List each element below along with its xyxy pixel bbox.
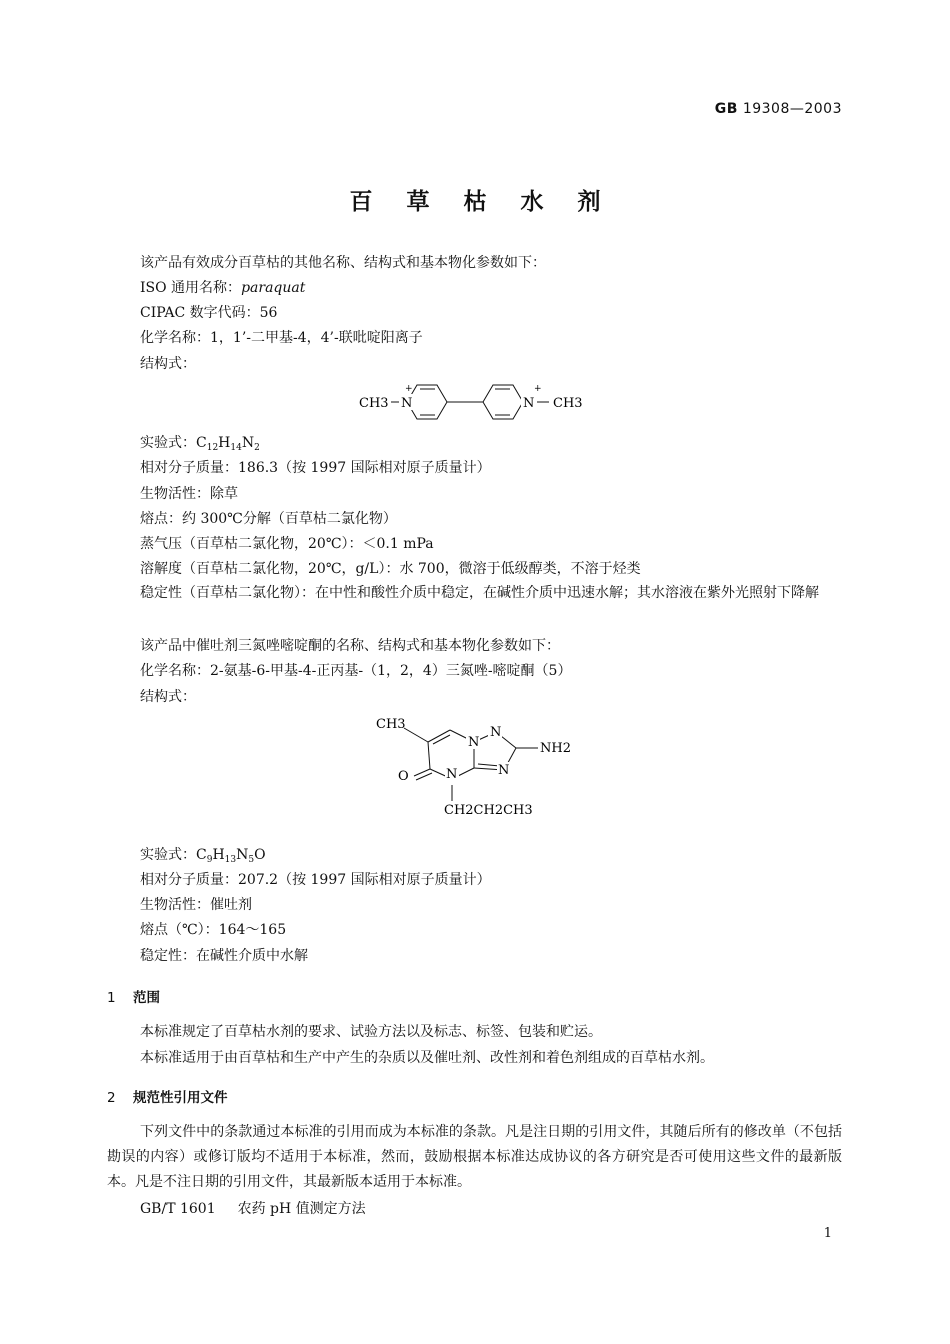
paraquat-chem-name: 化学名称：1，1’-二甲基-4，4’-联吡啶阳离子 bbox=[140, 330, 423, 346]
standard-prefix: GB bbox=[714, 101, 738, 117]
section-2-number: 2 bbox=[107, 1090, 116, 1106]
paraquat-melting-point: 熔点：约 300℃分解（百草枯二氯化物） bbox=[140, 511, 397, 527]
iso-label: ISO 通用名称： bbox=[140, 280, 242, 296]
oxo-group: O bbox=[398, 769, 409, 784]
emetic-structure-label: 结构式： bbox=[140, 689, 196, 705]
section-2-paragraph: 下列文件中的条款通过本标准的引用而成为本标准的条款。凡是注日期的引用文件，其随后所有的修改单（不包括勘误的内容）或修订版均不适用于本标准，然而，鼓励根据本标准达成协议的各方研究是否可使用这些文件的最新版本。凡是不注日期的引用文件，其最新版本适用于本标准。 bbox=[107, 1124, 842, 1190]
emetic-bioactivity: 生物活性：催吐剂 bbox=[140, 897, 252, 913]
formula-c-count: 9 bbox=[206, 855, 213, 865]
section-1-paragraph-2: 本标准适用于由百草枯和生产中产生的杂质以及催吐剂、改性剂和着色剂组成的百草枯水剂。 bbox=[140, 1050, 714, 1066]
reference-item bbox=[140, 1199, 366, 1219]
standard-code: 19308—2003 bbox=[742, 101, 842, 117]
right-methyl: CH3 bbox=[553, 396, 583, 411]
left-methyl bbox=[359, 396, 389, 411]
ring-nitrogen-2: N bbox=[490, 725, 502, 740]
reference-title: 农药 pH 值测定方法 bbox=[237, 1201, 366, 1217]
paraquat-solubility: 溶解度（百草枯二氯化物，20℃，g/L）：水 700，微溶于低级醇类，不溶于烃类 bbox=[140, 561, 641, 577]
ring-nitrogen-3: N bbox=[498, 763, 510, 778]
section-1-heading bbox=[107, 986, 160, 1006]
formula-h-count: 13 bbox=[224, 855, 237, 865]
formula-label: 实验式： bbox=[140, 435, 196, 451]
emetic-intro: 该产品中催吐剂三氮唑嘧啶酮的名称、结构式和基本物化参数如下： bbox=[140, 638, 560, 654]
formula-c: C bbox=[196, 435, 207, 451]
formula-label: 实验式： bbox=[140, 847, 196, 863]
paraquat-formula bbox=[140, 433, 260, 458]
formula-c-count: 12 bbox=[206, 443, 219, 453]
paraquat-stability: 稳定性（百草枯二氯化物）：在中性和酸性介质中稳定，在碱性介质中迅速水解；其水溶液在紫外光照射下降解 bbox=[140, 585, 819, 601]
formula-n: N bbox=[241, 435, 255, 451]
cipac-code: CIPAC 数字代码：56 bbox=[140, 305, 278, 321]
formula-o: O bbox=[254, 847, 266, 863]
iso-value: paraquat bbox=[241, 280, 306, 296]
formula-c: C bbox=[196, 847, 207, 863]
formula-h: H bbox=[212, 847, 225, 863]
formula-n-count: 5 bbox=[248, 855, 255, 865]
emetic-formula bbox=[140, 845, 266, 870]
section-1-number: 1 bbox=[107, 990, 116, 1006]
paraquat-structure-label: 结构式： bbox=[140, 356, 196, 372]
reference-code: GB/T 1601 bbox=[140, 1201, 216, 1217]
right-charge: + bbox=[534, 384, 542, 394]
formula-h: H bbox=[218, 435, 231, 451]
emetic-stability: 稳定性：在碱性介质中水解 bbox=[140, 948, 308, 964]
section-1-title: 范围 bbox=[133, 990, 160, 1006]
ring-nitrogen-1: N bbox=[468, 735, 480, 750]
left-nitrogen: N bbox=[401, 396, 413, 411]
emetic-molar-mass: 相对分子质量：207.2（按 1997 国际相对原子质量计） bbox=[140, 872, 491, 888]
page-title: 百草枯水剂 bbox=[349, 189, 635, 215]
section-2-title: 规范性引用文件 bbox=[133, 1090, 228, 1106]
methyl-group: CH3 bbox=[376, 717, 406, 732]
paraquat-vapor-pressure: 蒸气压（百草枯二氯化物，20℃）：＜0.1 mPa bbox=[140, 536, 434, 552]
right-nitrogen: N bbox=[523, 396, 535, 411]
left-charge: + bbox=[405, 384, 413, 394]
page-number: 1 bbox=[823, 1226, 832, 1241]
formula-n: N bbox=[236, 847, 249, 863]
formula-h-count: 14 bbox=[230, 443, 242, 453]
section-1-paragraph-1: 本标准规定了百草枯水剂的要求、试验方法以及标志、标签、包装和贮运。 bbox=[140, 1024, 602, 1040]
ring-nitrogen-4: N bbox=[446, 767, 458, 782]
emetic-structure bbox=[370, 706, 590, 826]
iso-name bbox=[140, 278, 305, 298]
paraquat-intro: 该产品有效成分百草枯的其他名称、结构式和基本物化参数如下： bbox=[140, 255, 546, 271]
standard-number bbox=[715, 101, 842, 117]
section-2-heading bbox=[107, 1086, 228, 1106]
paraquat-bioactivity: 生物活性：除草 bbox=[140, 486, 238, 502]
amino-group: NH2 bbox=[540, 741, 571, 756]
emetic-melting-point: 熔点（℃）：164～165 bbox=[140, 922, 287, 938]
paraquat-structure bbox=[355, 372, 595, 428]
emetic-chem-name: 化学名称：2-氨基-6-甲基-4-正丙基-（1，2，4）三氮唑-嘧啶酮（5） bbox=[140, 663, 572, 679]
paraquat-molar-mass: 相对分子质量：186.3（按 1997 国际相对原子质量计） bbox=[140, 460, 491, 476]
formula-n-count: 2 bbox=[254, 443, 260, 453]
left-methyl-text: CH3 bbox=[359, 396, 389, 411]
propyl-group: CH2CH2CH3 bbox=[444, 803, 533, 818]
